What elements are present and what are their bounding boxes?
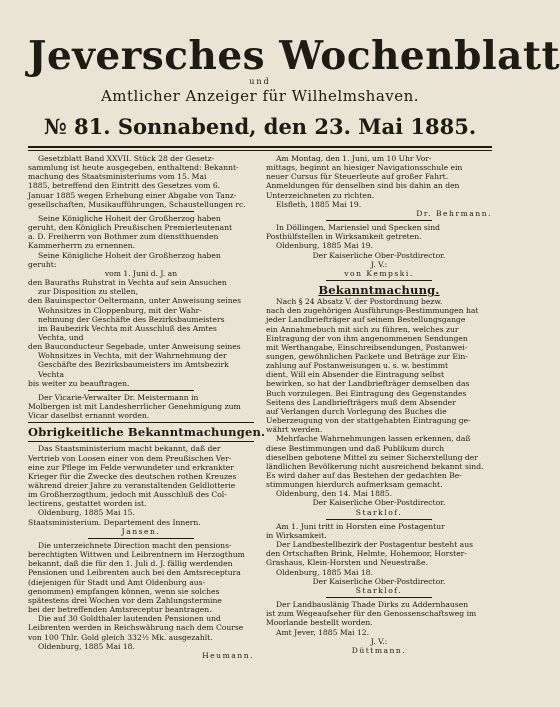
text-line: Oldenburg, den 14. Mai 1885.: [276, 489, 393, 499]
text-line: Oldenburg, 1885 Mai 19.: [276, 241, 373, 251]
text-line: sungen, gewöhnlichen Packete und Beträge zur Ein-: [266, 351, 468, 361]
text-line: Das Staatsministerium macht bekannt, daß der: [38, 444, 221, 454]
header-rule: [28, 146, 492, 151]
text-line: vom 1. Juni d. J. an: [104, 268, 178, 278]
text-line: ist zum Wegeaufseher für den Genossenschaftsweg im: [266, 609, 477, 619]
text-line: den Bauraths Ruhstrat in Vechta auf sein Ansuchen: [28, 278, 227, 288]
text-line: Es wird daher auf das Bestehen der gedachten Be-: [266, 471, 462, 480]
issue-line: № 81. Sonnabend, den 23. Mai 1885.: [43, 114, 477, 139]
signature: von Kempski.: [344, 268, 414, 278]
text-line: genommen) empfangen können, wenn sie solches: [28, 586, 220, 596]
text-line: machung des Staatsministeriums vom 15. Mai: [28, 172, 207, 182]
text-line: dieselben gebotene Mittel zu seiner Sicherstellung der: [266, 452, 478, 462]
signature: Jansen.: [121, 526, 161, 536]
text-line: im Baubezirk Vechta mit Ausschluß des Amtes: [38, 323, 217, 333]
text-line: Wohnsitzes in Vechta, mit der Wahrnehmung der: [38, 351, 227, 361]
divider: [326, 597, 432, 598]
text-line: Kammerherrn zu ernennen.: [28, 241, 136, 251]
text-line: Der Kaiserliche Ober-Postdirector.: [312, 498, 446, 508]
text-line: jeder Landbriefträger auf seinem Bestellungsgange: [266, 315, 466, 325]
text-line: von 100 Thlr. Gold gleich 332½ Mk. ausgezahlt.: [28, 632, 213, 642]
text-line: den Bauconducteur Segebade, unter Anweisung seines: [28, 342, 241, 352]
text-line: Die unterzeichnete Direction macht den pensions-: [38, 540, 232, 550]
signature: Düttmann.: [351, 645, 407, 655]
text-line: spätestens drei Wochen vor dem Zahlungstermine: [28, 595, 222, 605]
text-line: Der Kaiserliche Ober-Postdirector.: [312, 576, 446, 586]
right-column: [266, 154, 492, 660]
section-heading: Obrigkeitliche Bekanntmachungen.: [28, 425, 266, 440]
text-line: Nach § 24 Absatz V. der Postordnung bezw.: [276, 297, 443, 307]
signature: Dr. Behrmann.: [416, 208, 492, 218]
text-line: geruht, den Königlich Preußischen Premierleutenant: [28, 223, 233, 233]
text-line: bis weiter zu beauftragen.: [28, 378, 130, 388]
signature: Starklof.: [355, 507, 403, 517]
text-line: Vertrieb von Loosen einer von dem Preußischen Ver-: [28, 453, 232, 463]
text-line: J. V.:: [370, 636, 388, 646]
text-line: (diejenigen für Stadt und Amt Oldenburg aus-: [28, 577, 206, 587]
text-line: Am 1. Juni tritt in Horsten eine Postagentur: [276, 521, 445, 531]
text-line: Gesetzblatt Band XXVII. Stück 28 der Gesetz-: [38, 154, 215, 163]
text-line: Posthülfstellen in Wirksamkeit getreten.: [266, 232, 422, 242]
text-line: Grashaus, Klein-Horsten und Neuestraße.: [266, 558, 428, 568]
text-line: sammlung ist heute ausgegeben, enthaltend: Bekannt-: [28, 163, 239, 173]
text-line: nach den zugehörigen Ausführungs-Bestimmungen hat: [266, 306, 479, 316]
text-line: bekannt, daß die für den 1. Juli d. J. fällig werdenden: [28, 559, 233, 569]
text-line: Vechta: [38, 369, 65, 379]
text-line: ländlichen Bevölkerung nicht ausreichend bekannt sind.: [266, 461, 484, 471]
text-line: mit Werthangabe, Einschreibsendungen, Postanwei-: [266, 342, 468, 352]
left-column: [28, 154, 266, 660]
text-line: J. V.:: [370, 259, 388, 269]
text-line: mittags, beginnt an hiesiger Navigationsschule ein: [266, 163, 463, 173]
text-line: Anmeldungen für denselben sind bis dahin an den: [266, 181, 460, 191]
text-line: währt werden.: [266, 425, 323, 435]
signature: Starklof.: [355, 585, 403, 595]
text-line: dient. Will ein Absender die Eintragung selbst: [266, 370, 444, 380]
text-line: auf Verlangen durch Vorlegung des Buches die: [266, 406, 447, 416]
divider: [326, 220, 432, 221]
text-line: Leibrenten werden in Reichswährung nach dem Course: [28, 623, 244, 633]
masthead: [28, 0, 560, 106]
text-line: Krieger für die Zwecke des deutschen rothen Kreuzes: [28, 471, 237, 481]
text-line: Moorlande bestellt worden.: [266, 618, 373, 628]
text-line: Seine Königliche Hoheit der Großherzog haben: [38, 213, 221, 223]
masthead-conjunction: und: [249, 77, 271, 86]
text-line: Der Landbauslänig Thade Dirks zu Addernhausen: [276, 600, 469, 610]
text-line: Amt Jever, 1885 Mai 12.: [276, 627, 370, 637]
text-line: im Großherzogthum, jedoch mit Ausschluß des Col-: [28, 490, 227, 500]
text-line: Buch vorzulegen. Bei Eintragung des Gegenstandes: [266, 388, 467, 398]
text-line: geruht:: [28, 259, 57, 269]
text-line: gesellschaften, Musikaufführungen, Schaustellungen rc.: [28, 199, 246, 209]
text-line: Der Landbestellbezirk der Postagentur besteht aus: [276, 540, 473, 550]
text-line: Mehrfache Wahrnehmungen lassen erkennen, daß: [276, 434, 471, 444]
text-line: Vechta, und: [38, 332, 84, 342]
text-line: Elsfleth, 1885 Mai 19.: [276, 199, 362, 209]
text-line: Der Vicarie-Verwalter Dr. Meistermann in: [38, 392, 199, 402]
divider: [326, 519, 432, 520]
text-line: 1885, betreffend den Eintritt des Gesetzes vom 6.: [28, 181, 221, 191]
text-line: Unterzeichneten zu richten.: [266, 190, 375, 200]
text-line: Vicar daselbst ernannt worden.: [28, 411, 150, 421]
divider: [28, 422, 254, 423]
text-line: Die auf 30 Goldthaler lautenden Pensionen und: [38, 614, 221, 624]
text-line: ein Annahmebuch mit sich zu führen, welches zur: [266, 324, 459, 334]
text-line: bei der betreffenden Amtsreceptur beantragen.: [28, 605, 212, 615]
text-line: bewirken, so hat der Landbriefträger demselben das: [266, 379, 470, 389]
text-line: Staatsministerium. Departement des Innern.: [28, 517, 201, 527]
text-line: diese Bestimmungen und daß Publikum durch: [266, 443, 445, 453]
text-line: während dreier Jahre zu veranstaltenden Geldlotterie: [28, 481, 236, 490]
text-line: Januar 1885 wegen Erhebung einer Abgabe von Tanz-: [28, 190, 237, 200]
text-line: Der Kaiserliche Ober-Postdirector.: [312, 250, 446, 260]
text-line: Oldenburg, 1885 Mai 18.: [38, 641, 135, 651]
text-line: Pensionen und Leibrenten auch bei den Amtsreceptura: [28, 568, 241, 578]
newspaper-title: Jeversches Wochenblatt: [28, 33, 560, 79]
text-line: Wohnsitzes in Cloppenburg, mit der Wahr-: [38, 305, 202, 315]
divider: [88, 390, 194, 391]
signature: Heumann.: [202, 650, 254, 660]
text-line: zahlung auf Postanweisungen u. s. w. bestimmt: [266, 361, 449, 371]
divider: [88, 211, 194, 212]
text-line: neuer Cursus für Steuerleute auf großer Fahrt.: [266, 172, 449, 182]
text-line: nehmung der Geschäfte des Bezirksbaumeisters: [38, 314, 225, 324]
columns: [28, 154, 492, 660]
text-line: Oldenburg, 1885 Mai 15.: [38, 508, 135, 518]
text-line: In Döllingen, Mariensiel und Specken sind: [276, 223, 440, 233]
text-line: Am Montag, den 1. Juni, um 10 Uhr Vor-: [276, 154, 432, 163]
text-line: Oldenburg, 1885 Mai 18.: [276, 567, 373, 577]
text-line: stimmungen hierdurch aufmerksam gemacht.: [266, 480, 443, 490]
text-line: berechtigten Wittwen und Leibrentnern im Herzogthum: [28, 550, 245, 560]
text-line: zur Disposition zu stellen,: [38, 287, 138, 297]
newspaper-subtitle: Amtlicher Anzeiger für Wilhelmshaven.: [100, 87, 420, 105]
divider: [326, 280, 432, 281]
divider: [88, 538, 194, 539]
text-line: Ueberzeugung von der stattgehabten Eintragung ge-: [266, 416, 471, 426]
text-line: in Wirksamkeit.: [266, 530, 327, 540]
text-line: den Bauinspector Oeltermann, unter Anweisung seines: [28, 296, 242, 306]
text-line: Geschäfte des Bezirksbaumeisters im Amtsbezirk: [38, 360, 229, 370]
divider: [28, 441, 254, 442]
text-line: Eintragung der von ihm angenommenen Sendungen: [266, 333, 468, 343]
text-line: Molbergen ist mit Landesherrlicher Genehmigung zum: [28, 402, 241, 412]
text-line: a. D. Freiherrn von Bothmer zum dienstthuenden: [28, 232, 219, 242]
section-heading: Bekanntmachung.: [318, 283, 440, 298]
text-line: Seine Königliche Hoheit der Großherzog haben: [38, 250, 221, 260]
text-line: lectirens, gestattet worden ist.: [28, 499, 147, 509]
text-line: eine zur Pflege im Felde verwundeter und erkrankter: [28, 462, 234, 472]
text-line: Seitens des Landbriefträgers muß dem Absender: [266, 397, 456, 407]
text-line: den Ortschaften Brink, Helmte, Hohemoor, Horster-: [266, 549, 467, 559]
